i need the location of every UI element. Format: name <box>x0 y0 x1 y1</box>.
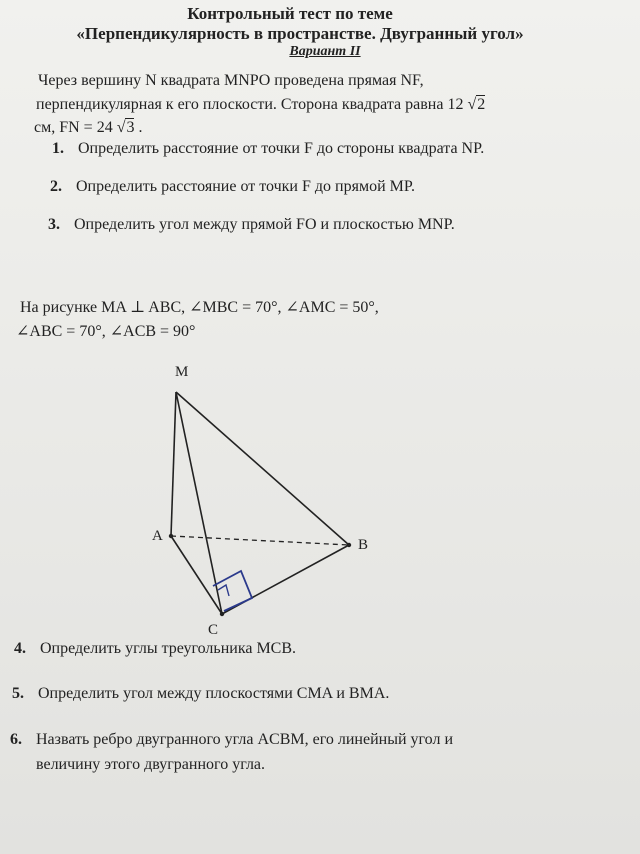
right-angle-marker <box>213 571 252 611</box>
question-text: Определить углы треугольника MCB. <box>40 640 297 657</box>
problem2-condition-line2: ∠ABC = 70°, ∠ACB = 90° <box>16 323 196 340</box>
question-number: 1. <box>52 140 64 157</box>
intro-text: . <box>134 119 143 136</box>
question-number: 2. <box>50 178 62 195</box>
variant-label: Вариант II <box>289 44 361 59</box>
vertex-B <box>347 543 351 547</box>
edge-AB-hidden <box>171 536 349 545</box>
edge-MB <box>176 392 349 545</box>
question-number: 4. <box>14 640 26 657</box>
edge-MC <box>176 392 222 614</box>
sheet-title: Контрольный тест по теме <box>187 4 393 23</box>
question-number: 3. <box>48 216 60 233</box>
vertex-C <box>220 612 224 616</box>
question-text: Определить расстояние от точки F до прямой MP. <box>76 178 415 195</box>
question-4 <box>14 640 296 658</box>
question-6-continued: величину этого двугранного угла. <box>36 756 266 773</box>
question-number: 6. <box>10 731 22 748</box>
intro-text: см, FN = 24 √ <box>34 119 126 136</box>
question-text: Определить расстояние от точки F до стороны квадрата NP. <box>78 140 485 157</box>
problem1-intro-line1: Через вершину N квадрата MNPO проведена прямая NF, <box>38 72 424 89</box>
sheet-topic: «Перпендикулярность в пространстве. Двугранный угол» <box>76 24 524 43</box>
question-text: Определить угол между плоскостями CMA и BMA. <box>38 685 390 702</box>
edge-MA <box>171 392 176 536</box>
sqrt-radicand: 3 <box>126 119 135 136</box>
question-5 <box>12 685 389 703</box>
question-6 <box>10 731 453 749</box>
question-number: 5. <box>12 685 24 702</box>
question-text: Назвать ребро двугранного угла ACBM, его линейный угол и <box>36 731 454 748</box>
vertex-A <box>169 534 173 538</box>
sqrt-radicand: 2 <box>477 96 486 113</box>
label-B: B <box>358 537 369 553</box>
problem2-condition-line1: На рисунке MA ⊥ ABC, ∠MBC = 70°, ∠AMC = 50°, <box>20 299 379 316</box>
intro-text: перпендикулярная к его плоскости. Сторона квадрата равна 12 √ <box>36 96 477 113</box>
label-A: A <box>152 528 163 544</box>
label-C: C <box>208 622 219 638</box>
label-M: M <box>175 364 189 380</box>
right-angle-marker-inner <box>218 585 229 596</box>
question-text: Определить угол между прямой FO и плоскостью MNP. <box>74 216 455 233</box>
